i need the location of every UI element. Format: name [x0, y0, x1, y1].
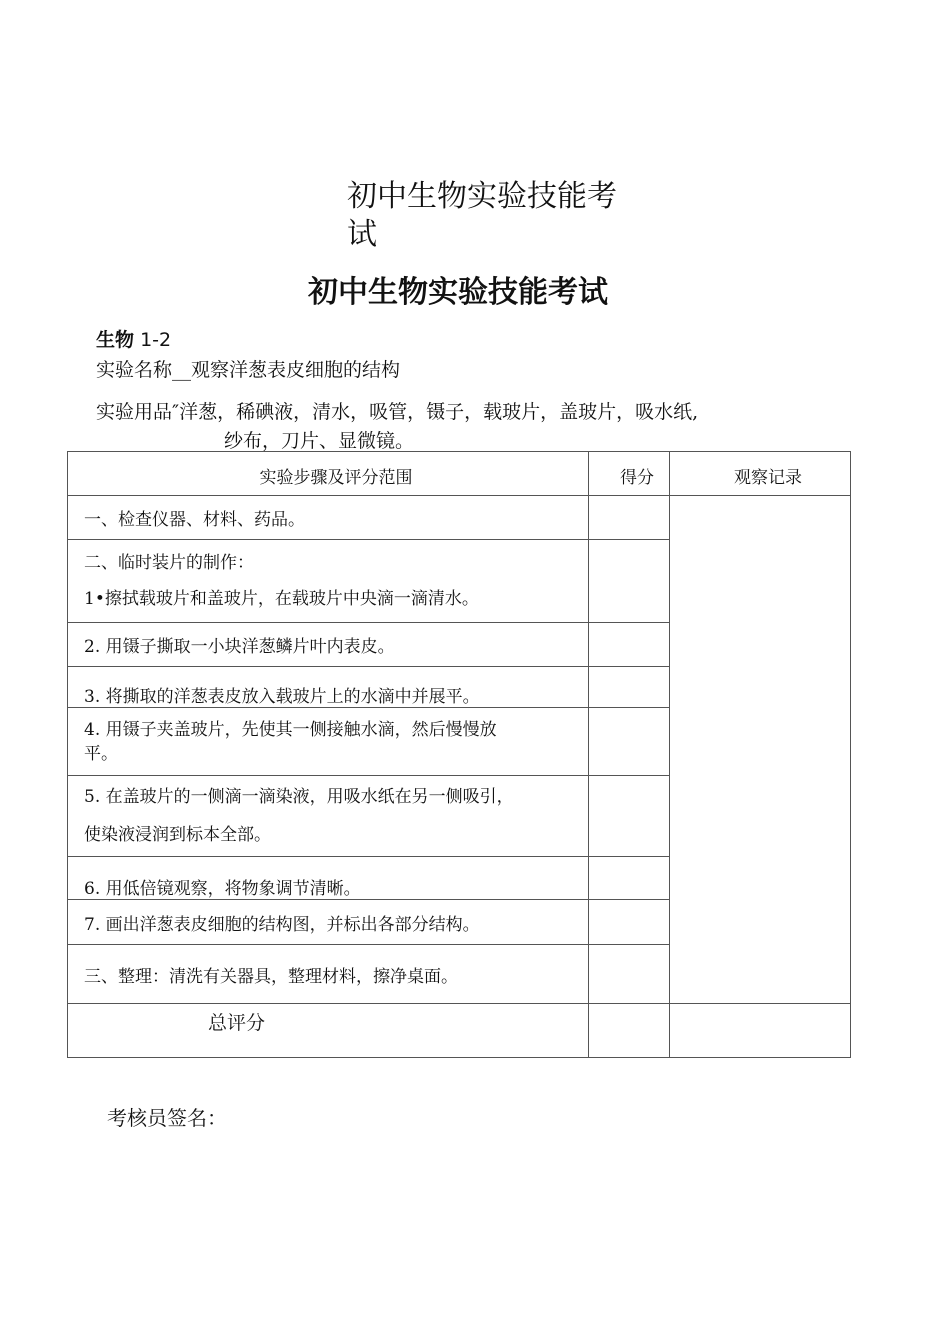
experiment-name: 实验名称__观察洋葱表皮细胞的结构 — [96, 359, 401, 381]
header-score: 得分 — [589, 452, 670, 496]
step-text: 3. 将撕取的洋葱表皮放入载玻片上的水滴中并展平。 — [84, 687, 480, 707]
step-cell — [68, 667, 589, 708]
header-steps: 实验步骤及评分范围 — [68, 452, 589, 496]
score-cell[interactable] — [589, 857, 670, 900]
score-cell[interactable] — [589, 623, 670, 667]
step-text: 二、临时装片的制作： — [84, 553, 254, 573]
step-cell — [68, 945, 589, 1004]
step-cell — [68, 496, 589, 540]
table-header-row — [68, 452, 851, 496]
step-text: 7. 画出洋葱表皮细胞的结构图，并标出各部分结构。 — [84, 914, 480, 935]
step-cell — [68, 708, 589, 776]
score-cell[interactable] — [589, 667, 670, 708]
wrapped-title — [347, 178, 647, 254]
total-score-cell[interactable] — [589, 1004, 670, 1058]
examiner-signature-label: 考核员签名： — [107, 1106, 227, 1130]
score-cell[interactable] — [589, 776, 670, 857]
step-text: 1•擦拭载玻片和盖玻片，在载玻片中央滴一滴清水。 — [84, 589, 479, 609]
wrapped-title-line-2: 试 — [347, 217, 377, 252]
step-text: 5. 在盖玻片的一侧滴一滴染液，用吸水纸在另一侧吸引， — [84, 787, 514, 807]
header-observation: 观察记录 — [670, 452, 851, 496]
step-cell — [68, 540, 589, 623]
total-observation-cell[interactable] — [670, 1004, 851, 1058]
materials-line-1: 实验用品″洋葱，稀碘液，清水，吸管，镊子，载玻片，盖玻片，吸水纸, — [96, 401, 699, 423]
total-label: 总评分 — [68, 1004, 589, 1058]
step-cell — [68, 900, 589, 945]
subject-code — [96, 325, 171, 352]
score-cell[interactable] — [589, 540, 670, 623]
step-cell — [68, 623, 589, 667]
page-title: 初中生物实验技能考试 — [308, 275, 608, 310]
score-cell[interactable] — [589, 496, 670, 540]
table-row — [68, 496, 851, 540]
step-text: 4. 用镊子夹盖玻片，先使其一侧接触水滴，然后慢慢放 — [84, 719, 497, 740]
scoring-table — [67, 451, 851, 1058]
materials-line-2: 纱布，刀片、显微镜。 — [224, 430, 415, 452]
observation-cell[interactable] — [670, 496, 851, 1004]
step-text: 一、检查仪器、材料、药品。 — [84, 510, 305, 530]
score-cell[interactable] — [589, 900, 670, 945]
score-cell[interactable] — [589, 945, 670, 1004]
score-cell[interactable] — [589, 708, 670, 776]
total-row — [68, 1004, 851, 1058]
step-text: 6. 用低倍镜观察，将物象调节清晰。 — [84, 879, 361, 899]
step-cell — [68, 857, 589, 900]
subject-number: 1-2 — [140, 329, 172, 351]
step-text: 平。 — [84, 743, 118, 764]
subject-label: 生物 — [96, 329, 135, 351]
step-text: 使染液浸润到标本全部。 — [84, 825, 271, 845]
step-cell — [68, 776, 589, 857]
wrapped-title-line-1: 初中生物实验技能考 — [347, 179, 617, 214]
step-text: 2. 用镊子撕取一小块洋葱鳞片叶内表皮。 — [84, 637, 395, 657]
step-text: 三、整理：清洗有关器具，整理材料，擦净桌面。 — [84, 966, 458, 987]
